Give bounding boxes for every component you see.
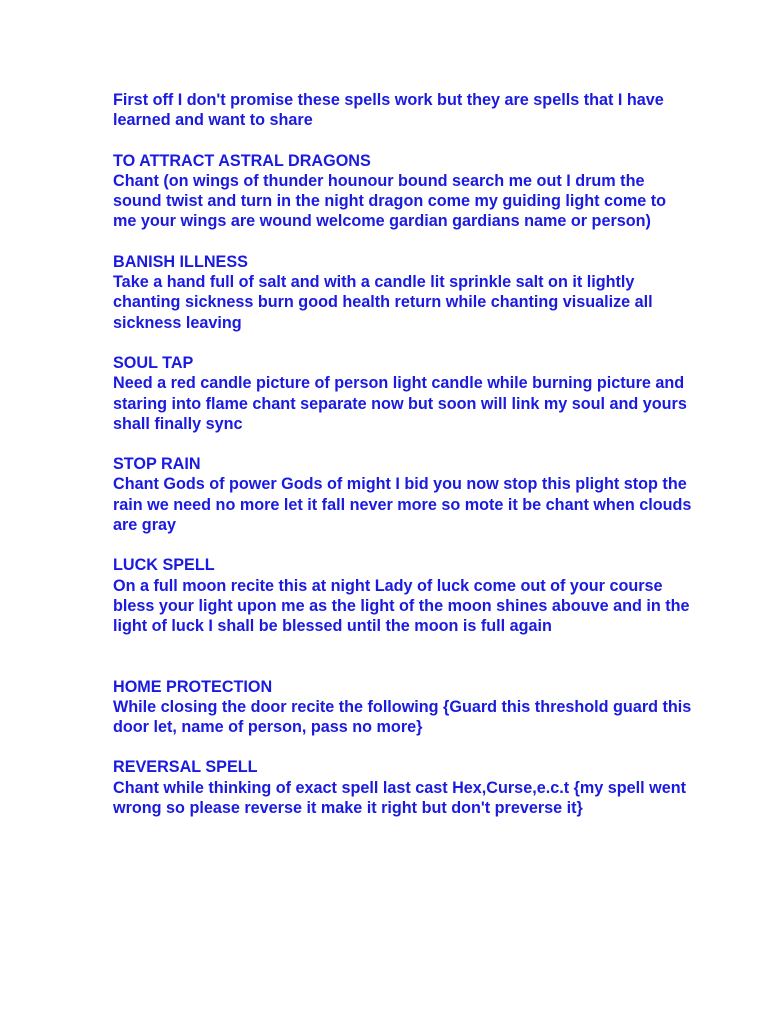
spell-section-attract-astral-dragons bbox=[113, 151, 693, 232]
intro-paragraph: First off I don't promise these spells work but they are spells that I have learned and want to share bbox=[113, 91, 664, 130]
spell-title: SOUL TAP bbox=[113, 353, 194, 372]
spell-section-soul-tap bbox=[113, 353, 693, 434]
spell-section-banish-illness bbox=[113, 252, 693, 333]
spell-title: REVERSAL SPELL bbox=[113, 758, 258, 777]
spell-section-reversal-spell bbox=[113, 757, 693, 818]
spell-section-luck-spell bbox=[113, 555, 693, 636]
spell-body: Chant Gods of power Gods of might I bid you now stop this plight stop the rain we need no more let it fall never more so mote it be chant when clouds are gray bbox=[113, 475, 692, 535]
spell-section-stop-rain bbox=[113, 454, 693, 535]
document-content bbox=[113, 90, 693, 838]
spell-body: Chant while thinking of exact spell last cast Hex,Curse,e.c.t {my spell went wrong so please reverse it make it right but don't preverse it} bbox=[113, 778, 687, 818]
spell-title: LUCK SPELL bbox=[113, 556, 215, 575]
spell-body: Take a hand full of salt and with a candle lit sprinkle salt on it lightly chanting sickness burn good health return while chanting visualize all sickness leaving bbox=[113, 273, 653, 332]
spell-title: STOP RAIN bbox=[113, 455, 201, 474]
spell-body: Need a red candle picture of person light candle while burning picture and staring into flame chant separate now but soon will link my soul and yours shall finally sync bbox=[113, 374, 687, 433]
spell-title: HOME PROTECTION bbox=[113, 677, 273, 696]
spell-body: Chant (on wings of thunder hounour bound search me out I drum the sound twist and turn in the night dragon come my guiding light come to me your wings are wound welcome gardian gardians name or person) bbox=[113, 171, 667, 231]
spell-title: TO ATTRACT ASTRAL DRAGONS bbox=[113, 151, 371, 170]
spell-title: BANISH ILLNESS bbox=[113, 252, 248, 271]
spell-body: While closing the door recite the following {Guard this threshold guard this door let, name of person, pass no more} bbox=[113, 697, 692, 737]
spell-section-home-protection bbox=[113, 677, 693, 738]
spell-body: On a full moon recite this at night Lady of luck come out of your course bless your light upon me as the light of the moon shines abouve and in the light of luck I shall be blessed until the moon is full again bbox=[113, 576, 690, 636]
